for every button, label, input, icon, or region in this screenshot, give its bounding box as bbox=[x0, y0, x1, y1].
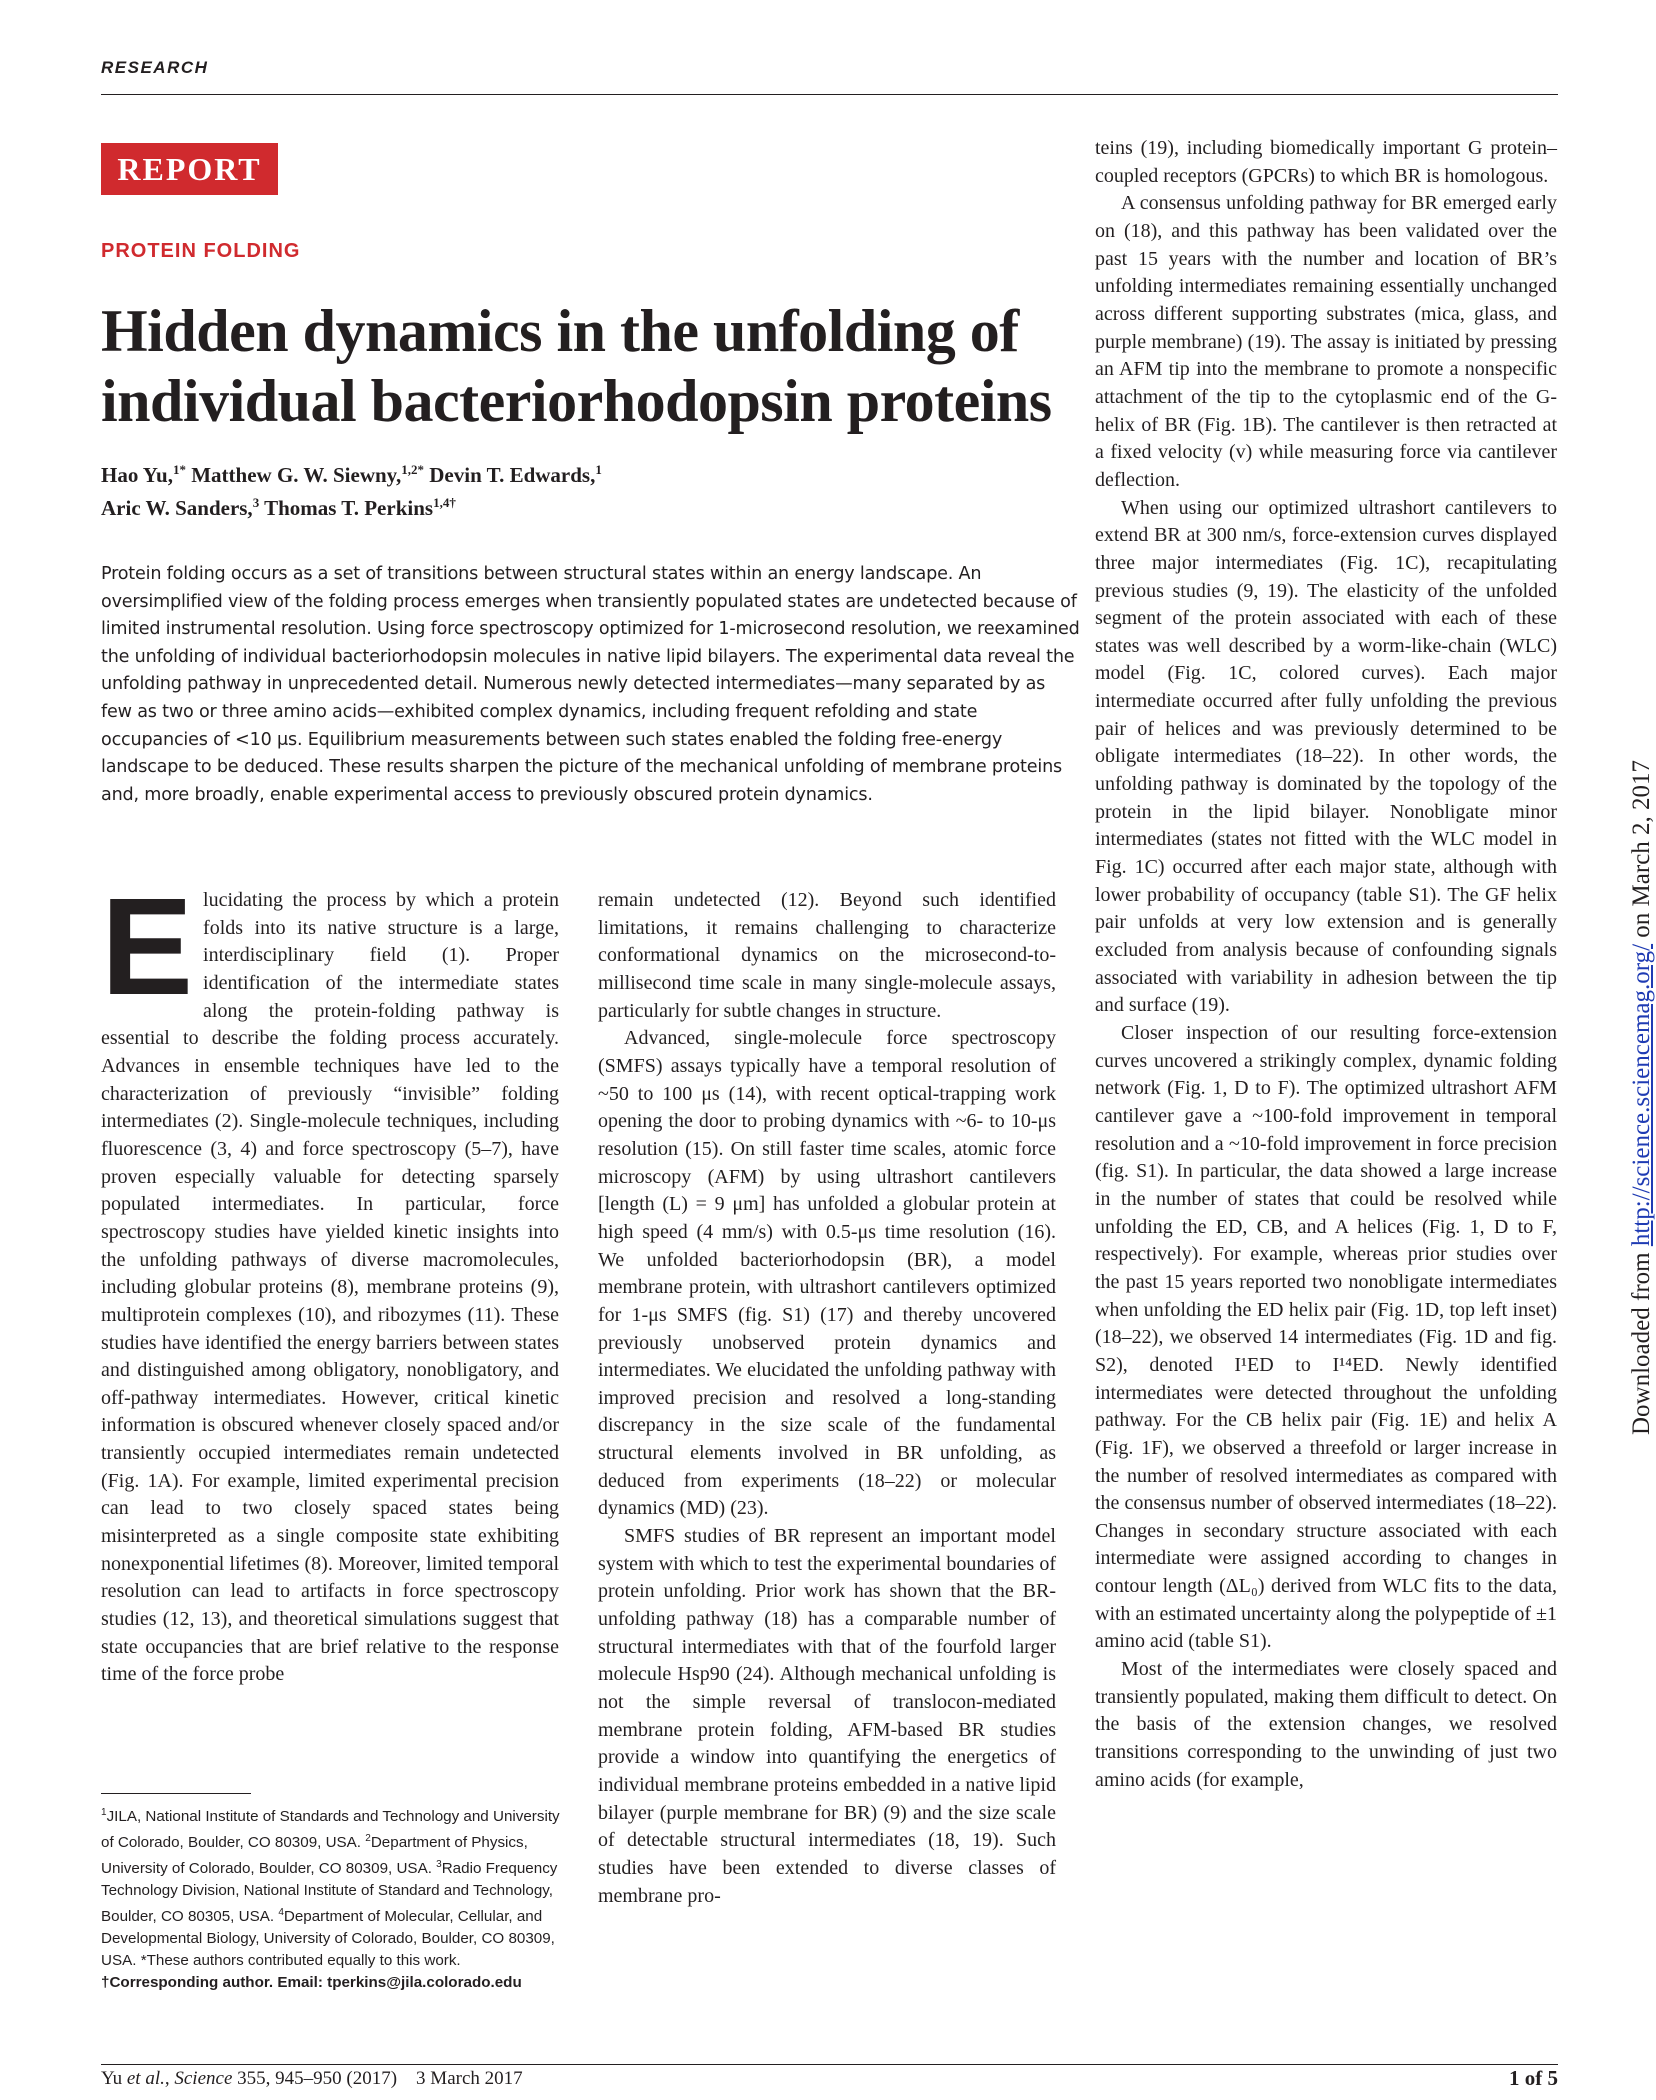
body-paragraph: When using our optimized ultrashort cantilevers to extend BR at 300 nm/s, force-extension curves displayed three major intermediates (Fig. 1C), recapitulating previous studies (9, 19). The elasticity of the unfolded segment of the protein associated with each of these states was well described by a worm-like-chain (WLC) model (Fig. 1C, colored curves). Each major intermediate occurred after fully unfolding the previous pair of helices and was previously determined to be obligate intermediates (18–22). In other words, the unfolding pathway is dominated by the topology of the protein in the lipid bilayer. Nonobligate minor intermediates (states not fitted with the WLC model in Fig. 1C) occurred after each major state, although with lower probability of occupancy (table S1). The GF helix pair unfolds at very low extension and is generally excluded from analysis because of confounding signals associated with variability in adhesion between the tip and surface (19). bbox=[1095, 496, 1557, 1017]
author-line-2 bbox=[101, 489, 1101, 522]
page-number: 1 of 5 bbox=[1509, 2066, 1558, 2090]
author-name: Aric W. Sanders, bbox=[101, 496, 253, 520]
body-paragraph: Advanced, single-molecule force spectroscopy (SMFS) assays typically have a temporal resolution of ~50 to 100 μs (14), with recent optical-trapping work opening the door to probing dynamics with ~6- to 10-μs resolution (15). On still faster time scales, atomic force microscopy (AFM) by using ultrashort cantilevers [length (L) = 9 μm] has unfolded a globular protein at high speed (4 mm/s) with 0.5-μs time resolution (16). We unfolded bacteriorhodopsin (BR), a model membrane protein, with ultrashort cantilevers optimized for 1-μs SMFS (fig. S1) (17) and thereby uncovered previously unobserved protein dynamics and intermediates. We elucidated the unfolding pathway with improved precision and resolved a long-standing discrepancy in the size scale of the fundamental structural elements involved in BR unfolding, as deduced from experiments (18–22) or molecular dynamics (MD) (23). bbox=[598, 1027, 1056, 1520]
citation: Yu et al., Science 355, 945–950 (2017) 3 March 2017 bbox=[101, 2068, 523, 2089]
header-divider bbox=[101, 94, 1558, 95]
author-name: Matthew G. W. Siewny, bbox=[191, 463, 402, 487]
equal-contribution-note: *These authors contributed equally to this work. bbox=[140, 1952, 461, 1970]
title-line-2: individual bacteriorhodopsin proteins bbox=[101, 368, 1052, 434]
body-paragraph: Most of the intermediates were closely spaced and transiently populated, making them difficult to detect. On the basis of the extension changes, we resolved transitions corresponding to the unwinding of just two amino acids (for example, bbox=[1095, 1658, 1557, 1791]
author-line-1 bbox=[101, 456, 1101, 489]
body-paragraph bbox=[101, 870, 559, 1689]
body-paragraph: Closer inspection of our resulting force-extension curves uncovered a strikingly complex, dynamic folding network (Fig. 1, D to F). The optimized ultrashort AFM cantilever gave a ~100-fold improvement in temporal resolution and a ~10-fold improvement in force precision (fig. S1). In particular, the data showed a large increase in the number of states that could be resolved while unfolding the ED, CB, and A helices (Fig. 1, D to F, respectively). For example, whereas prior studies over the past 15 years reported two nonobligate intermediates when unfolding the ED helix pair (Fig. 1D, top left inset) (18–22), we observed 14 intermediates (Fig. 1D and fig. S2), denoted I¹ED to I¹⁴ED. Newly identified intermediates were detected throughout the unfolding pathway. For the CB helix pair (Fig. 1E) and helix A (Fig. 1F), we observed a threefold or larger increase in the number of resolved intermediates as compared with the consensus number of observed intermediates (18–22). Changes in secondary structure associated with each intermediate were assigned according to changes in contour length (ΔL₀) derived from WLC fits to the data, with an estimated uncertainty along the polypeptide of ±1 amino acid (table S1). bbox=[1095, 1022, 1557, 1653]
section-label: RESEARCH bbox=[101, 58, 209, 77]
affiliation-3: Radio Frequency Technology Division, National Institute of Standard and Technology, Boulder, CO 80305, USA. bbox=[101, 1860, 558, 1926]
author-name: Devin T. Edwards, bbox=[429, 463, 596, 487]
footer-divider bbox=[101, 2064, 1558, 2065]
body-paragraph: SMFS studies of BR represent an important model system with which to test the experimental boundaries of protein unfolding. Prior work has shown that the BR-unfolding pathway (18) has a comparable number of structural intermediates with that of the fourfold larger molecule Hsp90 (24). Although mechanical unfolding is not the simple reversal of translocon-mediated membrane protein folding, AFM-based BR studies provide a window into quantifying the energetics of individual membrane proteins embedded in a native lipid bilayer (purple membrane for BR) (9) and the size scale of detectable structural intermediates (18, 19). Such studies have been extended to diverse classes of membrane pro- bbox=[598, 1525, 1056, 1907]
affiliation-2: Department of Physics, University of Colorado, Boulder, CO 80309, USA. bbox=[101, 1834, 528, 1878]
body-paragraph: remain undetected (12). Beyond such identified limitations, it remains challenging to characterize conformational dynamics on the microsecond-to-millisecond time scale in many single-molecule assays, particularly for subtle changes in structure. bbox=[598, 889, 1056, 1022]
author-affil: 1,2* bbox=[401, 462, 425, 477]
article-title bbox=[101, 296, 1101, 436]
author-affil: 3 bbox=[252, 495, 260, 510]
affiliations: $^1$JILA, National Institute of Standards and Technology and University of Colorado, Boulder, CO 80309, USA. $^2$Department of Physics, University of Colorado, Boulder, CO 80309, USA. $^3$Radio Frequency Technology Division, National Institute of Standard and Technology, Boulder, CO 80305, USA. $^4$Department of Molecular, Cellular, and Developmental Biology, University of Colorado, Boulder, CO 80309, USA. *These authors contributed equally to this work. †Corresponding author. Email: tperkins@jila.colorado.edu bbox=[101, 1807, 560, 1992]
affiliation-1: JILA, National Institute of Standards and Technology and University of Colorado, Boulder, CO 80309, USA. bbox=[101, 1808, 560, 1852]
drop-cap: E bbox=[101, 870, 194, 1024]
author-affil: 1* bbox=[172, 462, 186, 477]
category-label: PROTEIN FOLDING bbox=[101, 240, 301, 262]
report-badge: REPORT bbox=[101, 143, 278, 195]
author-affil: 1,4† bbox=[433, 495, 456, 510]
body-paragraph: teins (19), including biomedically important G protein–coupled receptors (GPCRs) to which BR is homologous. bbox=[1095, 137, 1557, 187]
download-link[interactable]: http://science.sciencemag.org/ bbox=[1628, 943, 1655, 1247]
body-column-3 bbox=[1095, 135, 1557, 1794]
affiliations-divider bbox=[101, 1793, 251, 1794]
author-name: Thomas T. Perkins bbox=[264, 496, 434, 520]
body-column-2 bbox=[598, 887, 1056, 1910]
author-name: Hao Yu, bbox=[101, 463, 173, 487]
author-affil: 1 bbox=[595, 462, 602, 477]
abstract: Protein folding occurs as a set of transitions between structural states within an energy landscape. An oversimplified view of the folding process emerges when transiently populated states are undetected because of limited instrumental resolution. Using force spectroscopy optimized for 1-microsecond resolution, we reexamined the unfolding of individual bacteriorhodopsin molecules in native lipid bilayers. The experimental data reveal the unfolding pathway in unprecedented detail. Numerous newly detected intermediates—many separated by as few as two or three amino acids—exhibited complex dynamics, including frequent refolding and state occupancies of <10 μs. Equilibrium measurements between such states enabled the folding free-energy landscape to be deduced. These results sharpen the picture of the mechanical unfolding of membrane proteins and, more broadly, enable experimental access to previously obscured protein dynamics. bbox=[101, 564, 1080, 805]
affiliation-4: Department of Molecular, Cellular, and Developmental Biology, University of Colorado, Boulder, CO 80309, USA. bbox=[101, 1908, 555, 1970]
author-list bbox=[101, 456, 1101, 522]
body-paragraph: A consensus unfolding pathway for BR emerged early on (18), and this pathway has been validated over the past 15 years with the number and location of BR’s unfolding intermediates remaining essentially unchanged across different supporting substrates (mica, glass, and purple membrane) (19). The assay is initiated by pressing an AFM tip into the membrane to promote a nonspecific attachment of the tip to the cytoplasmic end of the G-helix of BR (Fig. 1B). The cantilever is then retracted at a fixed velocity (v) while measuring force via cantilever deflection. bbox=[1095, 192, 1557, 491]
body-column-1 bbox=[101, 870, 559, 1689]
paragraph-text: lucidating the process by which a protein folds into its native structure is a large, interdisciplinary field (1). Proper identification of the intermediate states along the protein-folding pathway is essential to describe the folding process accurately. Advances in ensemble techniques have led to the characterization of previously “invisible” folding intermediates (2). Single-molecule techniques, including fluorescence (3, 4) and force spectroscopy (5–7), have proven especially valuable for detecting sparsely populated intermediates. In particular, force spectroscopy studies have yielded kinetic insights into the unfolding pathways of diverse macromolecules, including globular proteins (8), membrane proteins (9), multiprotein complexes (10), and ribozymes (11). These studies have identified the energy barriers between states and distinguished among obligatory, nonobligatory, and off-pathway intermediates. However, critical kinetic information is obscured whenever closely spaced and/or transiently occupied intermediates remain undetected (Fig. 1A). For example, limited experimental precision can lead to two closely spaced states being misinterpreted as a single composite state exhibiting nonexponential lifetimes (8). Moreover, limited temporal resolution can lead to artifacts in force spectroscopy studies (12, 13), and theoretical simulations suggest that state occupancies that are brief relative to the response time of the force probe bbox=[101, 889, 559, 1686]
title-line-1: Hidden dynamics in the unfolding of bbox=[101, 298, 1019, 364]
corresponding-author-note: †Corresponding author. Email: tperkins@jila.colorado.edu bbox=[101, 1974, 522, 1992]
download-watermark: Downloaded from http://science.sciencemag.org/ on March 2, 2017 bbox=[1628, 759, 1655, 1435]
